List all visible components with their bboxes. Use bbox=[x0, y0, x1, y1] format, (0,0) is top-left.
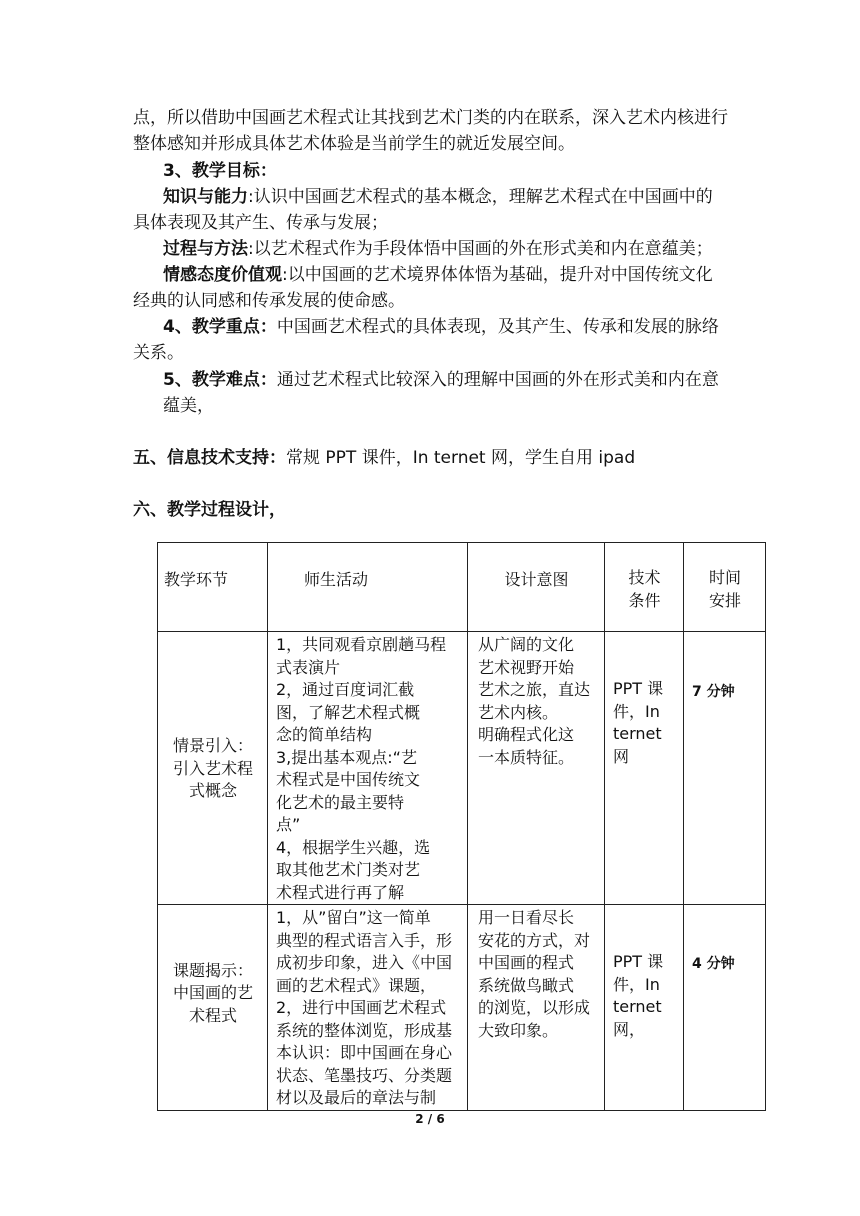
paragraph-line: 蕴美， bbox=[163, 396, 214, 416]
knowledge-text: :认识中国画艺术程式的基本概念，理解艺术程式在中国画中的 bbox=[248, 187, 713, 207]
row1-stage: 情景引入： 引入艺术程 式概念 bbox=[158, 632, 268, 905]
key-text: 中国画艺术程式的具体表现，及其产生、传承和发展的脉络 bbox=[276, 317, 719, 337]
header-tech: 技术 条件 bbox=[605, 543, 684, 632]
row1-intent: 从广阔的文化 艺术视野开始 艺术之旅，直达 艺术内核。 明确程式化这 一本质特征。 bbox=[468, 632, 605, 905]
paragraph-line: 关系。 bbox=[133, 343, 184, 363]
key-line bbox=[163, 314, 719, 340]
page-number: 2 / 6 bbox=[415, 1112, 445, 1126]
process-label: 过程与方法 bbox=[163, 239, 248, 259]
key-label: 4、教学重点： bbox=[163, 317, 277, 337]
difficulty-text: 通过艺术程式比较深入的理解中国画的外在形式美和内在意 bbox=[276, 370, 719, 390]
row2-intent: 用一日看尽长 安花的方式，对 中国画的程式 系统做鸟瞰式 的浏览，以形成 大致印象。 bbox=[468, 905, 605, 1111]
paragraph-line: 整体感知并形成具体艺术体验是当前学生的就近发展空间。 bbox=[133, 134, 575, 154]
section5-line bbox=[133, 445, 635, 471]
paragraph-line: 经典的认同感和传承发展的使命感。 bbox=[133, 291, 405, 311]
emotion-text: :以中国画的艺术境界体体悟为基础，提升对中国传统文化 bbox=[282, 265, 713, 285]
table-row bbox=[158, 632, 766, 905]
table-header-row bbox=[158, 543, 766, 632]
difficulty-line bbox=[163, 367, 719, 393]
row2-time: 4 分钟 bbox=[684, 905, 766, 1111]
process-text: :以艺术程式作为手段体悟中国画的外在形式美和内在意蕴美； bbox=[248, 239, 713, 259]
emotion-label: 情感态度价值观 bbox=[163, 265, 282, 285]
header-activity: 师生活动 bbox=[268, 543, 468, 632]
knowledge-line bbox=[163, 184, 713, 210]
header-stage: 教学环节 bbox=[158, 543, 268, 632]
row1-tech: PPT 课 件，In ternet 网 bbox=[605, 632, 684, 905]
row2-tech: PPT 课 件，In ternet 网， bbox=[605, 905, 684, 1111]
section5-label: 五、信息技术支持： bbox=[133, 448, 286, 468]
header-intent: 设计意图 bbox=[468, 543, 605, 632]
goal-heading: 3、教学目标： bbox=[163, 161, 277, 181]
section5-text: 常规 PPT 课件，In ternet 网，学生自用 ipad bbox=[286, 448, 636, 468]
process-line bbox=[163, 236, 713, 262]
section6-heading: 六、教学过程设计， bbox=[133, 500, 286, 520]
knowledge-label: 知识与能力 bbox=[163, 187, 248, 207]
paragraph-line: 点，所以借助中国画艺术程式让其找到艺术门类的内在联系，深入艺术内核进行 bbox=[133, 108, 728, 128]
row2-activity: 1，从”留白”这一简单 典型的程式语言入手，形 成初步印象，进入《中国 画的艺术程式》课题， 2，进行中国画艺术程式 系统的整体浏览，形成基 本认识：即中国画在身心 状态、笔墨技巧、分类题 材以及最后的章法与制 bbox=[268, 905, 468, 1111]
row1-time: 7 分钟 bbox=[684, 632, 766, 905]
emotion-line bbox=[163, 262, 713, 288]
lesson-process-table bbox=[157, 542, 766, 1111]
header-time: 时间 安排 bbox=[684, 543, 766, 632]
row2-stage: 课题揭示： 中国画的艺 术程式 bbox=[158, 905, 268, 1111]
paragraph-line: 具体表现及其产生、传承与发展； bbox=[133, 213, 388, 233]
row1-activity: 1，共同观看京剧趟马程 式表演片 2，通过百度词汇截 图，了解艺术程式概 念的简单结构 3,提出基本观点:“艺 术程式是中国传统文 化艺术的最主要特 点” 4，根据学生兴趣，选 取其他艺术门类对艺 术程式进行再了解 bbox=[268, 632, 468, 905]
table-row bbox=[158, 905, 766, 1111]
difficulty-label: 5、教学难点： bbox=[163, 370, 277, 390]
